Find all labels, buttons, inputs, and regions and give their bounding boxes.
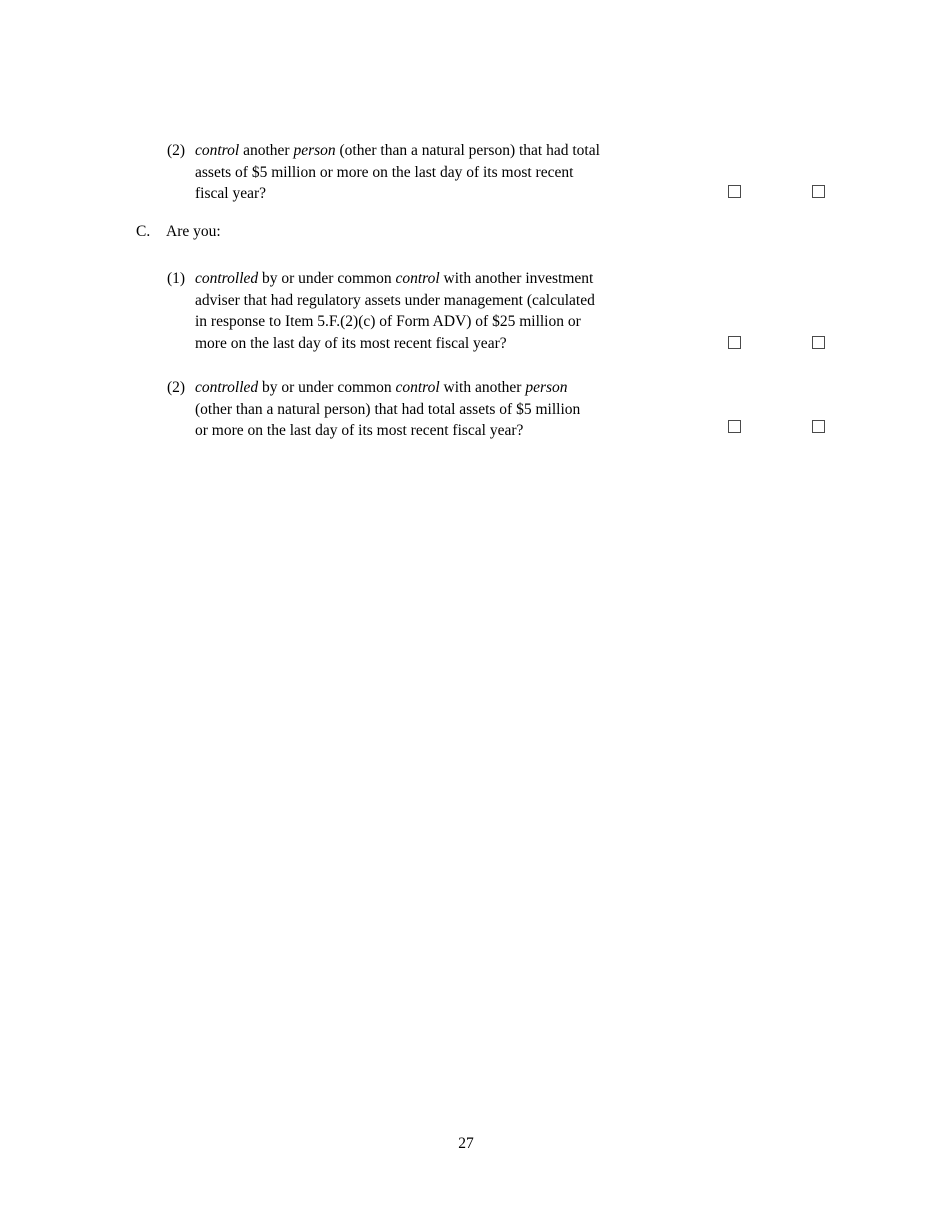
section-c-header bbox=[136, 221, 221, 243]
question-text: with another investment bbox=[439, 270, 594, 287]
question-b2 bbox=[167, 140, 727, 205]
question-line: in response to Item 5.F.(2)(c) of Form ADV) of $25 million or bbox=[195, 313, 581, 331]
question-text: by or under common bbox=[258, 379, 396, 396]
question-number: (2) bbox=[167, 379, 186, 396]
question-number: (2) bbox=[167, 142, 186, 159]
question-c1 bbox=[167, 268, 727, 354]
question-line: fiscal year? bbox=[195, 185, 266, 203]
question-text-italic: controlled bbox=[195, 379, 259, 396]
section-letter: C. bbox=[136, 223, 151, 240]
question-line: more on the last day of its most recent fiscal year? bbox=[195, 334, 507, 352]
question-text-italic: controlled bbox=[195, 270, 259, 287]
question-c1-checkbox-left[interactable] bbox=[728, 336, 741, 349]
question-text-italic: person bbox=[293, 142, 336, 159]
question-line: or more on the last day of its most recent fiscal year? bbox=[195, 422, 524, 440]
question-line: adviser that had regulatory assets under management (calculated bbox=[195, 291, 595, 309]
question-line: assets of $5 million or more on the last day of its most recent bbox=[195, 163, 574, 181]
question-text: with another bbox=[439, 379, 526, 396]
question-b2-checkbox-right[interactable] bbox=[812, 185, 825, 198]
question-text-italic: person bbox=[525, 379, 568, 396]
question-c2-checkbox-right[interactable] bbox=[812, 420, 825, 433]
question-c2 bbox=[167, 377, 727, 442]
question-text-italic: control bbox=[395, 379, 440, 396]
question-line bbox=[167, 140, 727, 162]
question-line bbox=[167, 268, 727, 290]
question-text: by or under common bbox=[258, 270, 396, 287]
page-number: 27 bbox=[458, 1135, 474, 1152]
question-number: (1) bbox=[167, 270, 186, 287]
section-title: Are you: bbox=[166, 223, 221, 240]
question-text-italic: control bbox=[395, 270, 440, 287]
question-line bbox=[167, 377, 727, 399]
question-c1-checkbox-right[interactable] bbox=[812, 336, 825, 349]
question-text: (other than a natural person) that had total bbox=[335, 142, 600, 159]
question-b2-checkbox-left[interactable] bbox=[728, 185, 741, 198]
question-line: (other than a natural person) that had total assets of $5 million bbox=[195, 400, 581, 418]
question-text-italic: control bbox=[195, 142, 240, 159]
question-c2-checkbox-left[interactable] bbox=[728, 420, 741, 433]
question-text: another bbox=[239, 142, 294, 159]
